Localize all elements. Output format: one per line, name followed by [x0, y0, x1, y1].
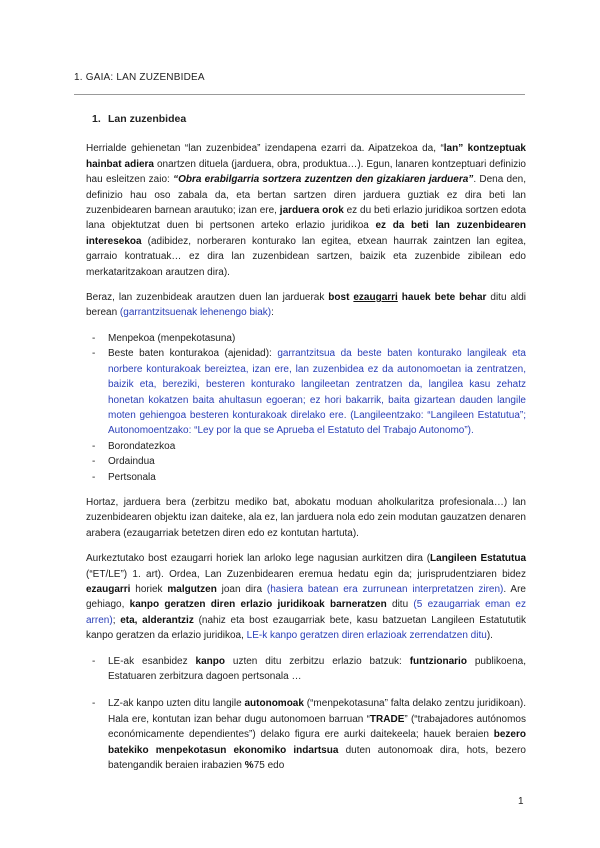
p4-text-q: ).: [486, 630, 493, 642]
list-item: [86, 654, 526, 685]
p4-blue-note-3: LE-k kanpo geratzen diren erlazioak zerrendatzen ditu: [246, 630, 487, 642]
list-item: [86, 454, 526, 469]
p4-bold-le: Langileen Estatutua: [430, 553, 527, 565]
list-item-bold: kanpo: [195, 655, 225, 667]
list-item-bold: autonomoak: [244, 698, 304, 710]
p1-definition-quote: “Obra erabilgarria sortzera zuzentzen den gizakiaren jarduera”: [173, 174, 474, 186]
p4-text-a: Aurkeztutako bost ezaugarri horiek lan arloko lege nagusian aurkitzen dira (: [86, 553, 431, 565]
list-item-bold: TRADE: [369, 713, 405, 725]
list-item-bold: %: [244, 760, 254, 772]
p4-blue-note-1: (hasiera batean era zurrunean interpretatzen ziren): [266, 583, 504, 595]
paragraph-3: Hortaz, jarduera bera (zerbitzu mediko bat, abokatu moduan aholkularitza profesionala…) lan zuzenbidearen objektu izan daiteke, ala ez, lan jarduera nola edo zein modutan gauzatzen denaren arabera (ezaugarriak betetzen diren edo ez kontutan hartuta).: [86, 496, 526, 539]
p1-bold-jarduera: jarduera orok: [279, 205, 344, 217]
list-item: [86, 331, 526, 346]
paragraph-1: [86, 141, 526, 280]
p4-bold-alderantziz: eta, alderantziz: [120, 614, 194, 626]
list-item-bold: bezero batekiko menpekotasun ekonomiko indartsua: [108, 729, 526, 756]
p2-bold-hauek: hauek bete behar: [397, 292, 487, 304]
section-title-text: Lan zuzenbidea: [108, 113, 187, 125]
p4-text-g: joan dira: [216, 583, 267, 595]
list-item-text: LZ-ak kanpo uzten ditu langile: [108, 698, 245, 710]
list-item-text: Menpekoa (menpekotasuna): [108, 332, 236, 344]
p2-text-c: ditu aldi berean: [86, 292, 527, 319]
list-item-text: Ordaindua: [108, 456, 155, 468]
p4-text-m: ;: [112, 614, 121, 626]
list-item-bold: funtzionario: [409, 655, 467, 667]
p2-text-e: :: [271, 307, 274, 319]
list-item: [86, 696, 526, 773]
p4-bold-ezaugarri: ezaugarri: [86, 583, 131, 595]
list-item-blue-note: garrantzitsua da beste baten konturako langileak eta norbere konturakoak bereiztea, izan ere, lan zuzenbidea ez da autonomoetan ia zentratzen, baizik eta, bereziki, besteren konturako langileetan zentratzen da, langilea kasu zehatz honetan kokatzen baita ahultasun egoeran; ez hori bakarrik, baita gizartean dauden langile moten gehiengoa besteren konturakoak direlako ere. (Langileentzako: “Langileen Estatutua”; Autonomoentzako: “Ley por la que se Aprueba el Estatuto del Trabajo Autonomo”).: [108, 348, 526, 437]
p2-bold-bost: bost: [328, 292, 354, 304]
p1-bold-interest: ez da beti lan zuzenbidearen interesekoa: [86, 220, 527, 247]
list-item-text: (“menpekotasuna” falta delako zentzu juridikoan). Hala ere, kontutan izan behar dugu autonomoen barruan “: [108, 698, 526, 725]
list-item-text: Beste baten konturakoa (ajenidad):: [108, 348, 278, 360]
section-title: [92, 112, 526, 127]
p1-text-a: Herrialde gehienetan “lan zuzenbidea” izendapena ezarri da. Aipatzekoa da, “: [86, 143, 444, 155]
p4-text-o: (nahiz eta bost ezaugarriak bete, kasu batzuetan Langileen Estatututik kanpo geratzen da erlazio juridikoa,: [86, 614, 526, 642]
list-item: [86, 439, 526, 454]
paragraph-2: [86, 290, 526, 321]
document-body: [86, 112, 526, 785]
p4-text-e: horiek: [130, 583, 168, 595]
list-item-text: uzten ditu zerbitzu erlazio batzuk:: [224, 655, 410, 667]
p1-text-c: onartzen dituela (jarduera, obra, produktua…). Egun, lanaren kontzeptuari definizio hau esleitzen zaio:: [86, 158, 526, 186]
page-number: 1: [518, 796, 524, 807]
p4-text-i: . Are gehiago,: [86, 583, 526, 611]
p2-text-a: Beraz, lan zuzenbideak arautzen duen lan jarduerak: [86, 292, 329, 304]
list-item-text: duten autonomoak dira, hots, bezero batengandik beraien irabazien: [108, 744, 526, 772]
p4-bold-malgutzen: malgutzen: [167, 583, 217, 595]
p4-blue-note-2: (5 ezaugarriak eman ez arren): [86, 599, 526, 626]
p1-text-g: ez du beti erlazio juridikoa sortzen edota lana objektutzat duen bi pertsonen arteko erlazio juridikoa: [86, 205, 526, 232]
list-item-text: publikoena, Estatuaren zerbitzura dagoen pertsonala …: [108, 655, 526, 682]
p4-text-c: (“ET/LE”) 1. art). Ordea, Lan Zuzenbidearen eremua hedatu egin da; jurisprudentziaren bidez: [86, 568, 526, 580]
list-item-text: ” (“trabajadores autónomos económicamente dependientes”) delako figura ere aurki daitekeela; hauek beraien: [108, 713, 526, 741]
p2-bold-ezaugarri: ezaugarri: [353, 292, 398, 304]
header-divider: [74, 94, 525, 95]
exclusions-list: [86, 654, 526, 774]
section-number: 1.: [92, 113, 101, 125]
list-item-text: LE-ak esanbidez: [108, 655, 196, 667]
p1-text-e: . Dena den, definizio hau oso zabala da, eta bertan sartzen diren jarduera guztiak ez dira beti lan zuzenbidearen barnean arautuko; izan ere,: [86, 174, 526, 217]
paragraph-4: [86, 551, 526, 643]
p4-bold-kanpo: kanpo geratzen diren erlazio juridikoak barneratzen: [129, 599, 387, 611]
list-item-text: Pertsonala: [108, 471, 156, 483]
chapter-header: 1. GAIA: LAN ZUZENBIDEA: [74, 72, 205, 83]
list-item-text: 75 edo: [253, 760, 285, 772]
list-item: [86, 470, 526, 485]
characteristics-list: [86, 331, 526, 485]
p2-blue-note: (garrantzitsuenak lehenengo biak): [119, 307, 272, 319]
list-item: [86, 346, 526, 438]
p4-text-k: ditu: [386, 599, 414, 611]
list-item-text: Borondatezkoa: [108, 440, 176, 452]
p1-text-i: (adibidez, norberaren konturako lan egitea, etxean haurrak zaintzen lan egitea, garraio kontratuak… ez dira lan zuzenbidean sartzen, baizik eta zuzenbide zibilean edo merkataritzakoan arautzen dira).: [86, 235, 526, 278]
p1-bold-concept: lan” kontzeptuak hainbat adiera: [86, 143, 526, 170]
